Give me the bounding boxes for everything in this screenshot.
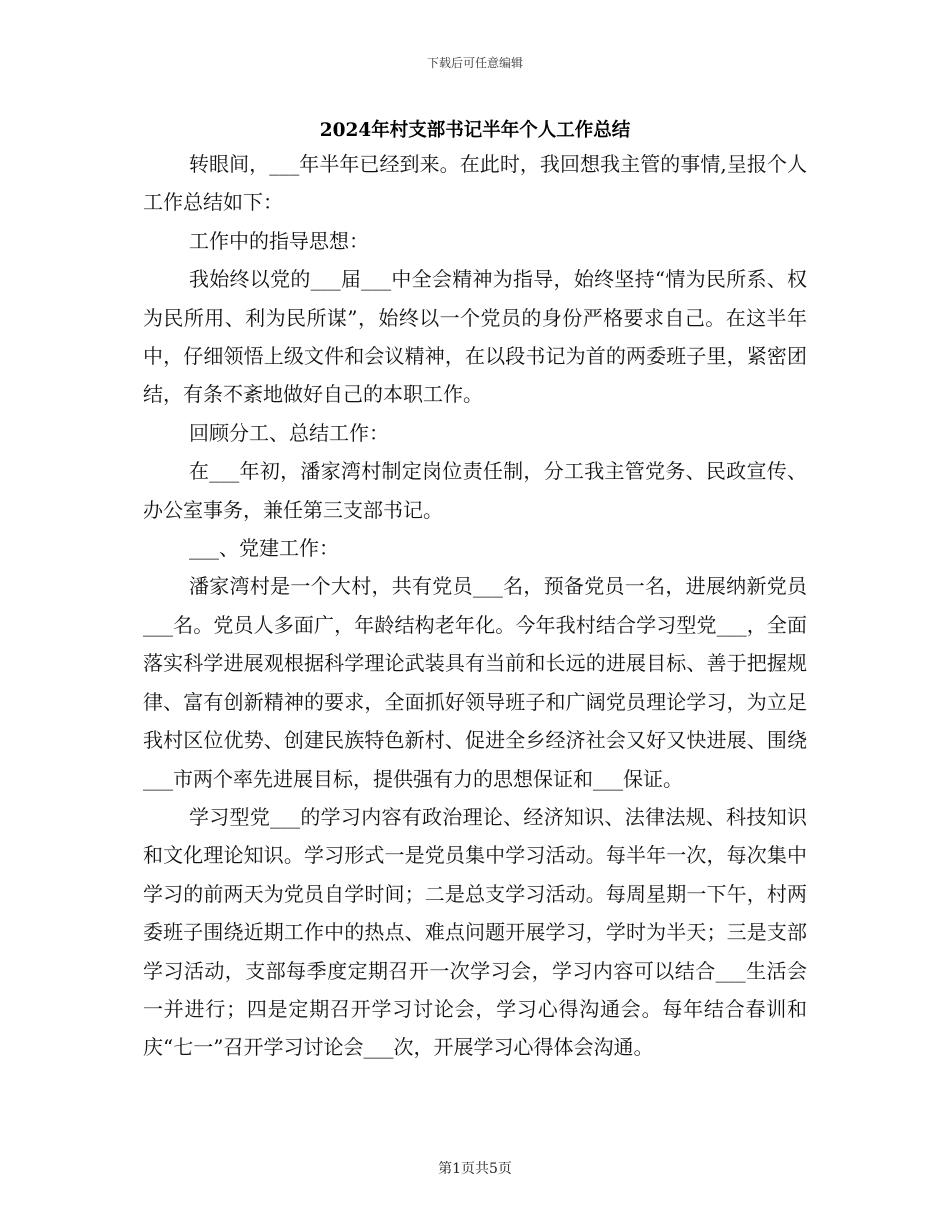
document-body <box>143 145 807 1067</box>
paragraph-heading-party-building: ___、党建工作： <box>189 536 339 561</box>
paragraph-intro: 转眼间，___年半年已经到来。在此时，我回想我主管的事情,呈报个人工作总结如下： <box>143 152 807 215</box>
document-title: 2024年村支部书记半年个人工作总结 <box>319 120 631 141</box>
paragraph-division-of-work: 在___年初，潘家湾村制定岗位责任制，分工我主管党务、民政宣传、办公室事务，兼任第三支部书记。 <box>143 459 807 522</box>
page-footer: 第1页共5页 <box>438 1161 512 1177</box>
paragraph-heading-review: 回顾分工、总结工作： <box>189 420 389 445</box>
paragraph-guiding-thought: 我始终以党的___届___中全会精神为指导，始终坚持“情为民所系、权为民所用、利为民所谋”，始终以一个党员的身份严格要求自己。在这半年中，仔细领悟上级文件和会议精神，在以段书记为首的两委班子里，紧密团结，有条不紊地做好自己的本职工作。 <box>143 267 807 407</box>
paragraph-heading-guiding-thought: 工作中的指导思想： <box>189 228 369 253</box>
paragraph-learning: 学习型党___的学习内容有政治理论、经济知识、法律法规、科技知识和文化理论知识。学习形式一是党员集中学习活动。每半年一次，每次集中学习的前两天为党员自学时间；二是总支学习活动。每周星期一下午，村两委班子围绕近期工作中的热点、难点问题开展学习，学时为半天；三是支部学习活动，支部每季度定期召开一次学习会，学习内容可以结合___生活会一并进行；四是定期召开学习讨论会，学习心得沟通会。每年结合春训和庆“七一”召开学习讨论会___次，开展学习心得体会沟通。 <box>143 804 807 1060</box>
page-header: 下载后可任意编辑 <box>426 56 523 70</box>
paragraph-party-members: 潘家湾村是一个大村，共有党员___名，预备党员一名，进展纳新党员___名。党员人多面广，年龄结构老年化。今年我村结合学习型党___，全面落实科学进展观根据科学理论武装具有当前和长远的进展目标、善于把握规律、富有创新精神的要求，全面抓好领导班子和广阔党员理论学习，为立足我村区位优势、创建民族特色新村、促进全乡经济社会又好又快进展、围绕___市两个率先进展目标，提供强有力的思想保证和___保证。 <box>143 574 807 791</box>
